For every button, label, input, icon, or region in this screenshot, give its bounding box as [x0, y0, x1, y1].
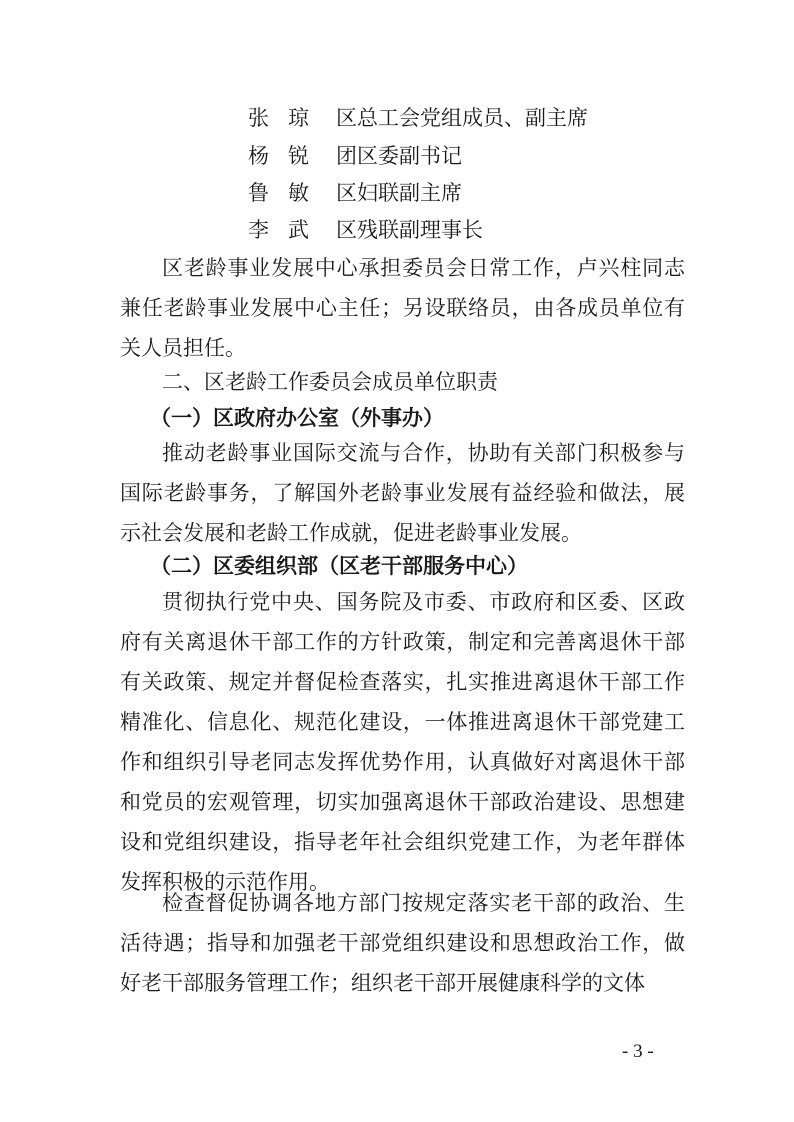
member-name: 鲁敏	[248, 181, 328, 205]
member-role: 区妇联副主席	[336, 181, 462, 205]
subsection-body: 贯彻执行党中央、国务院及市委、市政府和区委、区政府有关离退休干部工作的方针政策，制定和完善离退休干部有关政策、规定并督促检查落实，扎实推进离退休干部工作精准化、信息化、规范化建设，一体推进离退休干部党建工作和组织引导老同志发挥优势作用，认真做好对离退休干部和党员的宏观管理，切实加强离退休干部政治建设、思想建设和党组织建设，指导老年社会组织党建工作，为老年群体发挥积极的示范作用。	[120, 590, 685, 894]
member-role: 区残联副理事长	[336, 218, 483, 242]
office-note-paragraph: 区老龄事业发展中心承担委员会日常工作，卢兴柱同志兼任老龄事业发展中心主任；另设联络员，由各成员单位有关人员担任。	[120, 256, 685, 360]
subsection-heading: （一）区政府办公室（外事办）	[150, 405, 444, 430]
section-heading: 二、区老龄工作委员会成员单位职责	[162, 370, 498, 394]
member-role: 团区委副书记	[336, 144, 462, 168]
page-number: - 3 -	[622, 1041, 654, 1062]
member-name: 杨锐	[248, 144, 328, 168]
member-name: 张琼	[248, 106, 328, 130]
subsection-heading: （二）区委组织部（区老干部服务中心）	[150, 553, 528, 578]
member-row	[248, 180, 462, 206]
member-name: 李武	[248, 218, 328, 242]
member-row	[248, 105, 588, 131]
subsection-body: 推动老龄事业国际交流与合作，协助有关部门积极参与国际老龄事务，了解国外老龄事业发展有益经验和做法，展示社会发展和老龄工作成就，促进老龄事业发展。	[120, 441, 685, 545]
subsection-body: 检查督促协调各地方部门按规定落实老干部的政治、生活待遇；指导和加强老干部党组织建设和思想政治工作，做好老干部服务管理工作；组织老干部开展健康科学的文体	[120, 891, 685, 995]
member-row	[248, 143, 462, 169]
member-row	[248, 217, 483, 243]
member-role: 区总工会党组成员、副主席	[336, 106, 588, 130]
